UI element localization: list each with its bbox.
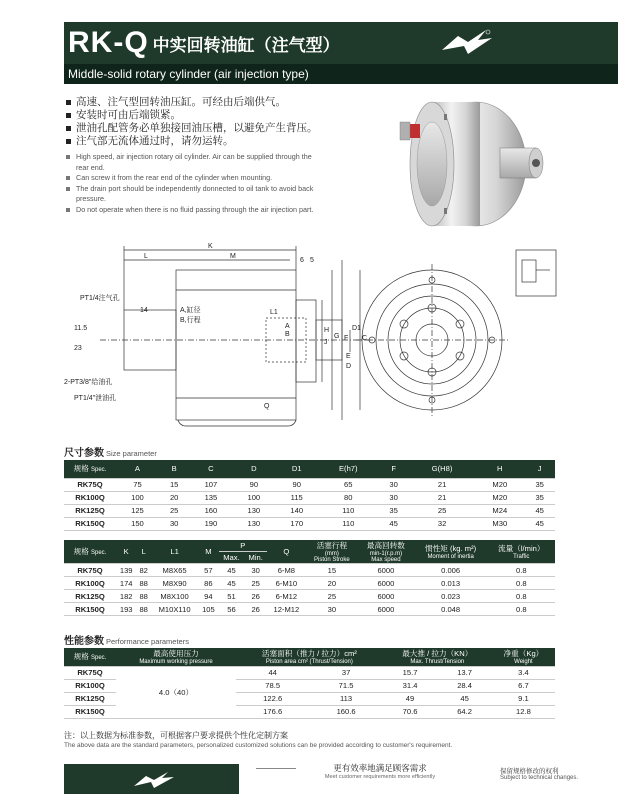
footer-rights-en: Subject to technical changes. bbox=[500, 775, 579, 781]
pressure-value: 4.0（40） bbox=[116, 666, 236, 718]
dim-label-23: 23 bbox=[74, 345, 82, 352]
col-q: Q bbox=[267, 540, 306, 564]
col-l1: L1 bbox=[151, 540, 198, 564]
dim-label-11-5: 11.5 bbox=[74, 325, 88, 332]
perf-title-en: Performance parameters bbox=[106, 637, 189, 646]
footnote-cn: 注：以上数据为标准参数，可根据客户要求提供个性化定制方案 bbox=[64, 731, 288, 740]
col-traffic: 流量（l/min） Traffic bbox=[488, 540, 555, 564]
feature-cn: 安装时可由后端锁紧。 bbox=[64, 109, 324, 122]
col-b: B bbox=[159, 460, 190, 478]
col-p-min: Min. bbox=[244, 552, 267, 564]
dim-label-l1: L1 bbox=[270, 309, 278, 316]
table-row: RK75Q 4.0（40） 44 37 15.7 13.7 3.4 bbox=[64, 666, 555, 679]
dim-label-e: E bbox=[346, 353, 351, 360]
footer-slogan bbox=[300, 762, 460, 780]
table-row: RK150Q 193 88 M10X110 105 56 26 12-M12 30 6000 0.048 0.8 bbox=[64, 603, 555, 616]
col-m: M bbox=[198, 540, 218, 564]
table-row: RK100Q 78.5 71.5 31.4 28.4 6.7 bbox=[64, 679, 555, 692]
footer-logo-icon bbox=[130, 768, 180, 792]
col-piston-area: 活塞面积（推力 / 拉力）cm² Piston area cm² (Thrust/Tension) bbox=[236, 648, 383, 666]
perf-section-title bbox=[64, 632, 189, 647]
air-port-label: PT1/4注气孔 bbox=[80, 295, 120, 302]
feature-en: The drain port should be independently donnected to oil tank to avoid back pressure. bbox=[64, 184, 324, 205]
title-banner bbox=[64, 22, 618, 64]
size-title-cn: 尺寸参数 bbox=[64, 448, 104, 459]
perf-title-cn: 性能参数 bbox=[64, 636, 104, 647]
feature-en: Do not operate when there is no fluid passing through the air injection part. bbox=[64, 205, 324, 216]
col-k: K bbox=[116, 540, 136, 564]
table-row: RK150Q 176.6 160.6 70.6 64.2 12.8 bbox=[64, 705, 555, 718]
col-spec: 规格 Spec. bbox=[64, 540, 116, 564]
oil-port-label: 2-PT3/8"给油孔 bbox=[64, 379, 113, 386]
table-row: RK75Q 139 82 M8X65 57 45 30 6-M8 15 6000 0.006 0.8 bbox=[64, 564, 555, 577]
col-weight: 净重（Kg） Weight bbox=[492, 648, 555, 666]
feature-en: Can screw it from the rear end of the cylinder when mounting. bbox=[64, 173, 324, 184]
col-a: A bbox=[116, 460, 159, 478]
table-row: RK75Q 75 15 107 90 90 65 30 21 M20 35 bbox=[64, 478, 555, 491]
col-d1: D1 bbox=[275, 460, 318, 478]
table-row: RK150Q 150 30 190 130 170 110 45 32 M30 45 bbox=[64, 517, 555, 530]
col-thrust: 最大推 / 拉力（KN） Max. Thrust/Tension bbox=[383, 648, 492, 666]
dim-label-q: Q bbox=[264, 403, 270, 410]
col-pressure: 最高使用压力 Maximum working pressure bbox=[116, 648, 236, 666]
dim-label-m: M bbox=[230, 253, 236, 260]
feature-list-cn bbox=[64, 96, 324, 148]
col-l: L bbox=[136, 540, 151, 564]
footer-slogan-cn: 更有效率地满足顾客需求 bbox=[333, 763, 427, 773]
feature-list-en bbox=[64, 152, 324, 215]
chamber-a-label: A,缸径 bbox=[180, 307, 201, 314]
dim-label-c: C bbox=[362, 335, 368, 342]
col-d: D bbox=[232, 460, 275, 478]
col-j: J bbox=[524, 460, 555, 478]
footnote-en: The above data are the standard parameters, personalized customized solutions can be provided according to customer's requirement. bbox=[64, 742, 453, 749]
product-title-cn: 中实回转油缸（注气型） bbox=[152, 35, 340, 55]
size-table-1 bbox=[64, 460, 555, 531]
feature-cn: 高速、注气型回转油压缸。可经由后端供气。 bbox=[64, 96, 324, 109]
table-row: RK125Q 122.6 113 49 45 9.1 bbox=[64, 692, 555, 705]
chamber-b-label: B,行程 bbox=[180, 317, 201, 324]
product-photo bbox=[388, 84, 548, 234]
subtitle-bar bbox=[64, 64, 618, 84]
table-row: RK100Q 100 20 135 100 115 80 30 21 M20 35 bbox=[64, 491, 555, 504]
feature-cn: 泄油孔配管务必单独接回油压槽，以避免产生背压。 bbox=[64, 122, 324, 135]
dim-label-j: J bbox=[324, 339, 328, 346]
col-spec: 规格 Spec. bbox=[64, 460, 116, 478]
col-h: H bbox=[475, 460, 524, 478]
size-section-title bbox=[64, 444, 157, 459]
footer-rights bbox=[500, 766, 580, 781]
table-row: RK125Q 125 25 160 130 140 110 35 25 M24 45 bbox=[64, 504, 555, 517]
dim-label-6: 6 bbox=[300, 257, 304, 264]
feature-list bbox=[64, 96, 324, 215]
col-p-max: Max. bbox=[219, 552, 245, 564]
col-inertia: 惯性矩 (kg. m²) Moment of inertia bbox=[414, 540, 488, 564]
col-c: C bbox=[189, 460, 232, 478]
col-stroke: 活塞行程 (mm) Piston Stroke bbox=[306, 540, 358, 564]
col-speed: 最高回转数 min-1(r.p.m) Max speed bbox=[358, 540, 414, 564]
footnote bbox=[64, 730, 452, 749]
dim-label-d1: D1 bbox=[352, 325, 361, 332]
dim-label-k: K bbox=[208, 243, 213, 250]
col-e: E(h7) bbox=[318, 460, 378, 478]
feature-cn: 注气部无流体通过时，请勿运转。 bbox=[64, 135, 324, 148]
footer-rights-cn: 保留规格修改的权利 bbox=[500, 768, 559, 775]
product-model: RK-Q bbox=[68, 26, 149, 59]
col-p: P bbox=[219, 540, 267, 552]
brand-logo-icon bbox=[438, 24, 498, 62]
col-f: F bbox=[378, 460, 409, 478]
dim-label-14: 14 bbox=[140, 307, 148, 314]
performance-table bbox=[64, 648, 555, 719]
col-g: G(H8) bbox=[409, 460, 475, 478]
feature-en: High speed, air injection rotary oil cylinder. Air can be supplied through the rear end. bbox=[64, 152, 324, 173]
drain-port-label: PT1/4"泄油孔 bbox=[74, 395, 117, 402]
dim-label-d: D bbox=[346, 363, 352, 370]
dim-label-h: H bbox=[324, 327, 330, 334]
product-subtitle-en: Middle-solid rotary cylinder (air injection type) bbox=[68, 67, 309, 81]
size-title-en: Size parameter bbox=[106, 449, 157, 458]
dim-label-l: L bbox=[144, 253, 148, 260]
dim-label-a: A bbox=[285, 323, 290, 330]
table-row: RK125Q 182 88 M8X100 94 51 26 6-M12 25 6000 0.023 0.8 bbox=[64, 590, 555, 603]
table-row: RK100Q 174 88 M8X90 86 45 25 6-M10 20 6000 0.013 0.8 bbox=[64, 577, 555, 590]
size-table-2 bbox=[64, 540, 555, 616]
dim-label-g: G bbox=[334, 333, 340, 340]
col-spec: 规格 Spec. bbox=[64, 648, 116, 666]
technical-drawing bbox=[60, 240, 560, 430]
dim-label-b: B bbox=[285, 331, 290, 338]
dim-label-f: F bbox=[344, 335, 349, 342]
footer-slogan-en: Meet customer requirements more efficiently bbox=[324, 774, 436, 780]
dim-label-5: 5 bbox=[310, 257, 314, 264]
